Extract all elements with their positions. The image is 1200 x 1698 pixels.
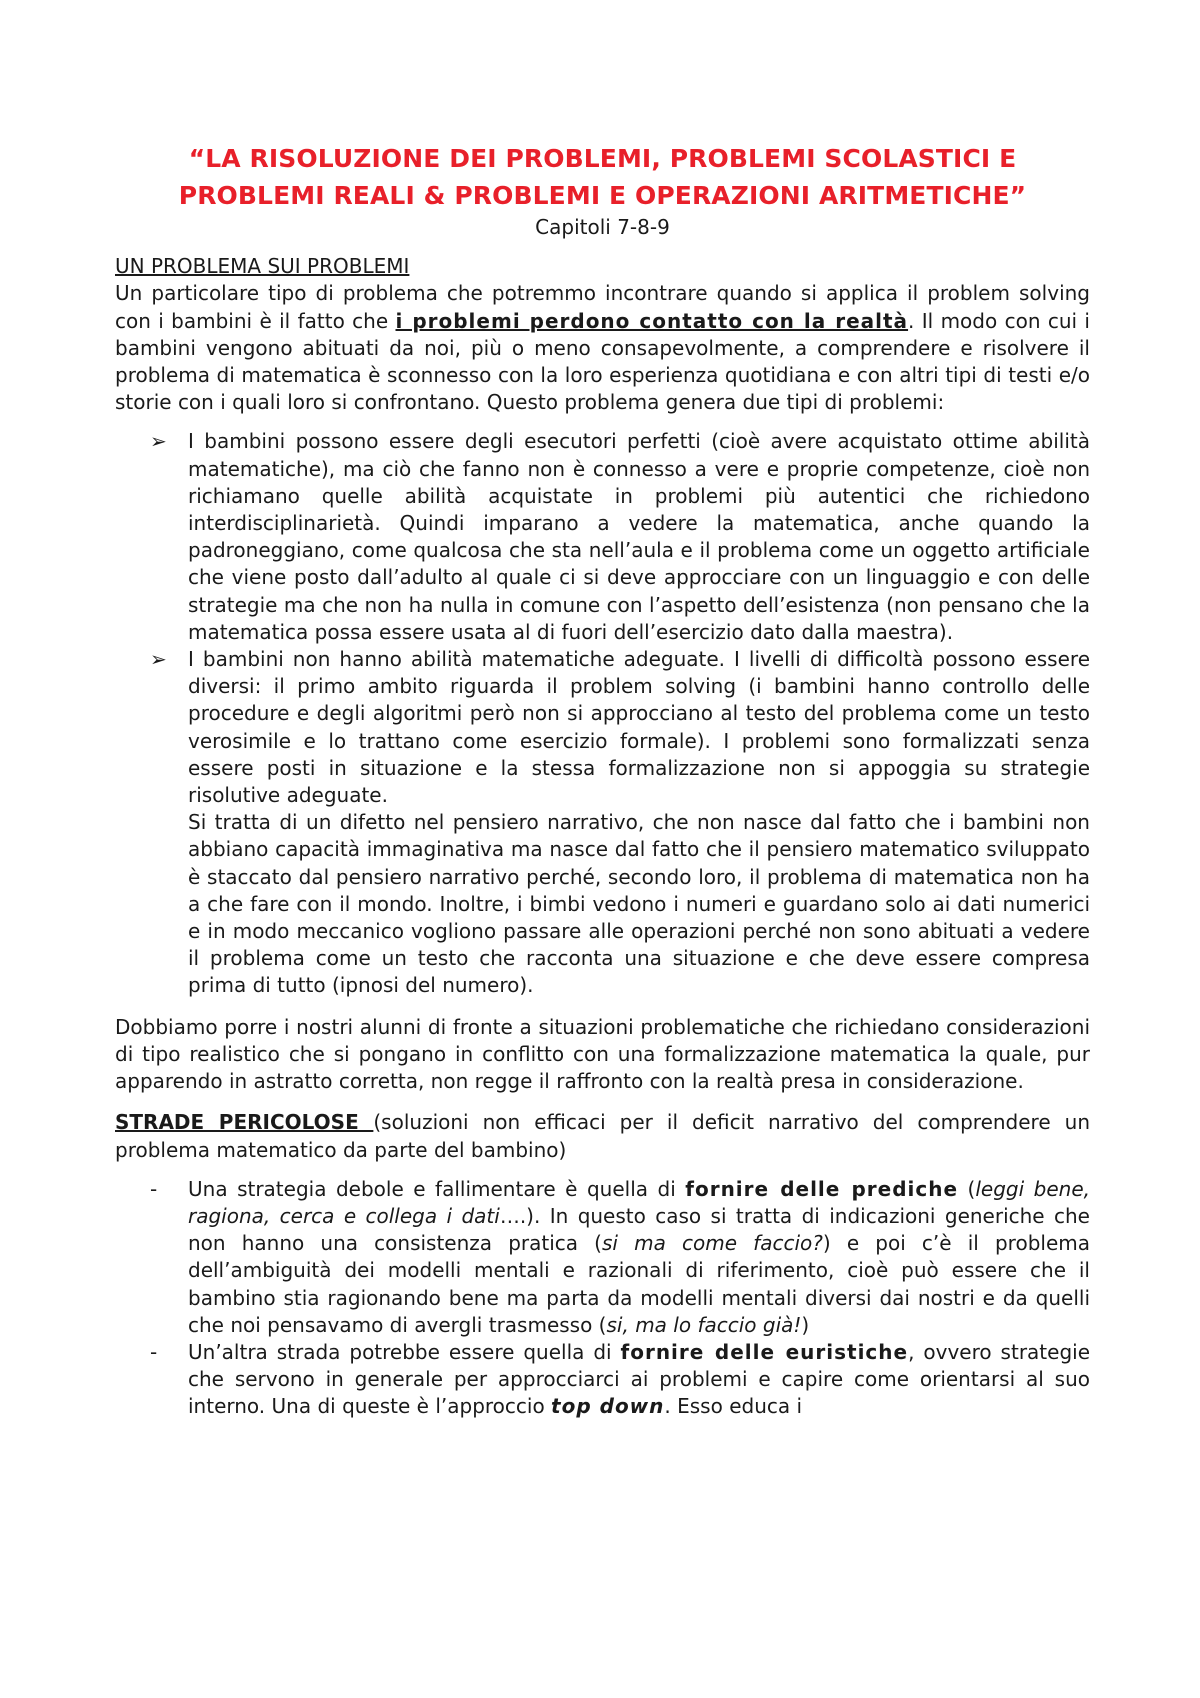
list-item	[115, 428, 1090, 646]
item1-text-c: ….). In questo caso si tratta di indicazioni generiche che non hanno una consistenza pratica (	[188, 1203, 1090, 1256]
item1-italic-2: si ma come faccio?	[601, 1231, 823, 1256]
item1-italic-3: si, ma lo faccio già!	[606, 1312, 802, 1337]
problem-types-list	[115, 428, 1090, 999]
bullet-1-text: I bambini possono essere degli esecutori perfetti (cioè avere acquistato ottime abilità matematiche), ma ciò che fanno non è connesso a vere e proprie competenze, cioè non richiamano quelle abilità acquistate in problemi più autentici che richiedono interdisciplinarietà. Quindi imparano a vedere la matematica, anche quando la padroneggiano, come qualcosa che sta nell’aula e il problema come un oggetto artificiale che viene posto dall’adulto al quale ci si deve approcciare con un linguaggio e con delle strategie ma che non ha nulla in comune con l’aspetto dell’esistenza (non pensano che la matematica possa essere usata al di fuori dell’esercizio dato dalla maestra).	[188, 429, 1090, 644]
list-item	[115, 1176, 1090, 1339]
section-heading-strade: STRADE PERICOLOSE	[115, 1110, 374, 1135]
item2-text-c: . Esso educa i	[664, 1394, 803, 1419]
item1-text-b: (	[958, 1176, 976, 1201]
closing-paragraph: Dobbiamo porre i nostri alunni di fronte a situazioni problematiche che richiedano considerazioni di tipo realistico che si pongano in conflitto con una formalizzazione matematica la quale, pur apparendo in astratto corretta, non regge il raffronto con la realtà presa in considerazione.	[115, 1014, 1090, 1094]
item1-text-a: Una strategia debole e fallimentare è quella di	[188, 1176, 686, 1201]
bullet-2-text-b: Si tratta di un difetto nel pensiero narrativo, che non nasce dal fatto che i bambini non abbiano capacità immaginativa ma nasce dal fatto che il pensiero matematico sviluppato è staccato dal pensiero narrativo perché, secondo loro, il problema di matematica non ha a che fare con il mondo. Inoltre, i bimbi vedono i numeri e guardano solo ai dati numerici e in modo meccanico vogliono passare alle operazioni perché non sono abituati a vedere il problema come un testo che racconta una situazione e che deve essere compresa prima di tutto (ipnosi del numero).	[188, 810, 1090, 998]
item1-italic-1: leggi bene, ragiona, cerca e collega i dati	[188, 1176, 1090, 1228]
intro-text-a: Un particolare tipo di problema che potremmo incontrare quando si applica il problem solving con i bambini è il fatto che	[115, 281, 1090, 333]
document-page	[115, 140, 1090, 1421]
item2-text-a: Un’altra strada potrebbe essere quella di	[188, 1339, 621, 1364]
intro-text-b: . Il modo con cui i bambini vengono abituati da noi, più o meno consapevolmente, a comprendere e risolvere il problema di matematica è sconnesso con la loro esperienza quotidiana e con altri tipi di testi e/o storie con i quali loro si confrontano. Questo problema genera due tipi di problemi:	[115, 308, 1090, 415]
item2-text-b: , ovvero strategie che servono in generale per approcciarci ai problemi e capire come orientarsi al suo interno. Una di queste è l’approccio	[188, 1339, 1091, 1419]
dash-bullet-icon: -	[150, 1339, 158, 1364]
item1-text-d: ) e poi c’è il problema dell’ambiguità dei modelli mentali e razionali di riferimento, cioè può essere che il bambino stia ragionando bene ma parta da modelli mentali diversi dai nostri e da quelli che noi pensavamo di avergli trasmesso (	[188, 1231, 1090, 1337]
intro-paragraph	[115, 280, 1090, 416]
document-subtitle: Capitoli 7-8-9	[535, 215, 670, 239]
strade-list	[115, 1176, 1090, 1421]
dash-bullet-icon: -	[150, 1176, 158, 1201]
list-item	[115, 646, 1090, 1000]
title-line-2: PROBLEMI REALI & PROBLEMI E OPERAZIONI ARITMETICHE”	[178, 181, 1027, 210]
section-heading-problema: UN PROBLEMA SUI PROBLEMI	[115, 254, 410, 279]
strade-intro	[115, 1109, 1090, 1163]
title-line-1: “LA RISOLUZIONE DEI PROBLEMI, PROBLEMI SCOLASTICI E	[188, 144, 1017, 173]
strade-heading-rest: (soluzioni non efficaci per il deficit narrativo del comprendere un problema matematico da parte del bambino)	[115, 1110, 1090, 1162]
bullet-2-text-a: I bambini non hanno abilità matematiche adeguate. I livelli di difficoltà possono essere diversi: il primo ambito riguarda il problem solving (i bambini hanno controllo delle procedure e degli algoritmi però non si approcciano al testo del problema come un testo verosimile e lo trattano come esercizio formale). I problemi sono formalizzati senza essere posti in situazione e la stessa formalizzazione non si appoggia su strategie risolutive adeguate.	[188, 647, 1090, 808]
item2-bold-italic: top down	[551, 1394, 665, 1419]
document-title	[115, 140, 1090, 214]
item1-bold: fornire delle prediche	[685, 1176, 959, 1201]
arrow-bullet-icon: ➢	[150, 647, 167, 672]
item2-bold: fornire delle euristiche	[620, 1339, 909, 1364]
arrow-bullet-icon: ➢	[150, 429, 167, 454]
list-item	[115, 1339, 1090, 1421]
item1-text-e: )	[801, 1312, 810, 1337]
intro-emphasis: i problemi perdono contatto con la realtà	[395, 308, 909, 333]
